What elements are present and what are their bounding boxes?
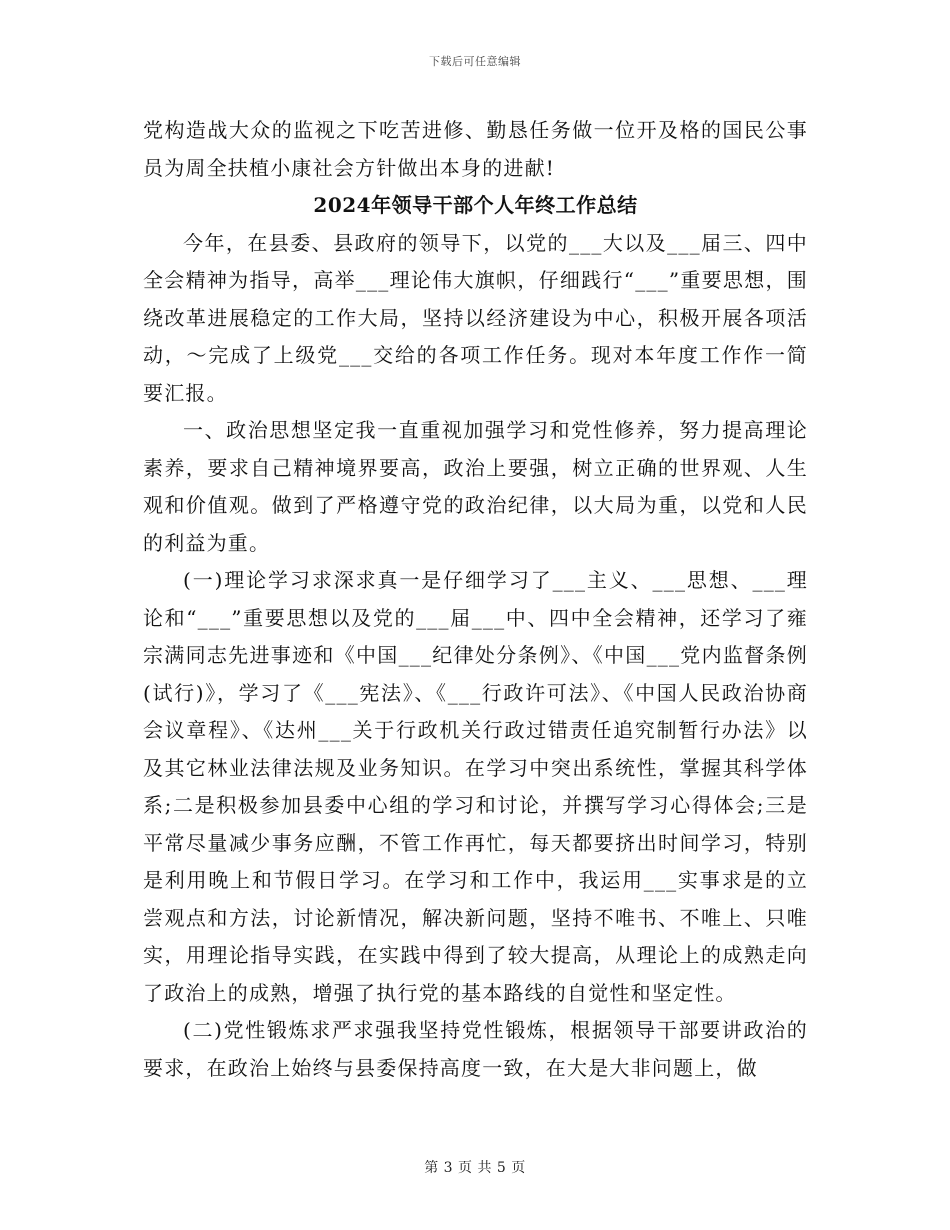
paragraph-intro: 今年，在县委、县政府的领导下，以党的___大以及___届三、四中全会精神为指导，高举___理论伟大旗帜，仔细践行“___”重要思想，围绕改革进展稳定的工作大局，坚持以经济建设为中心，积极开展各项活动，～完成了上级党___交给的各项工作任务。现对本年度工作作一简要汇报。 xyxy=(143,230,808,405)
paragraph-theory-study: (一)理论学习求深求真一是仔细学习了___主义、___思想、___理论和“___”重要思想以及党的___届___中、四中全会精神，还学习了雍宗满同志先进事迹和《中国___纪律处分条例》、《中国___党内监督条例(试行)》，学习了《___宪法》、《___行政许可法》、《中国人民政治协商会议章程》、《达州___关于行政机关行政过错责任追究制暂行办法》以及其它林业法律法规及业务知识。在学习中突出系统性，掌握其科学体系;二是积极参加县委中心组的学习和讨论，并撰写学习心得体会;三是平常尽量减少事务应酬，不管工作再忙，每天都要挤出时间学习，特别是利用晚上和节假日学习。在学习和工作中，我运用___实事求是的立尝观点和方法，讨论新情况，解决新问题，坚持不唯书、不唯上、只唯实，用理论指导实践，在实践中得到了较大提高，从理论上的成熟走向了政治上的成熟，增强了执行党的基本路线的自觉性和坚定性。 xyxy=(143,568,808,1005)
document-body xyxy=(143,112,808,1087)
page-header: 下载后可任意编辑 xyxy=(429,55,521,68)
paragraph-political-thought: 一、政治思想坚定我一直重视加强学习和党性修养，努力提高理论素养，要求自己精神境界要高，政治上要强，树立正确的世界观、人生观和价值观。做到了严格遵守党的政治纪律，以大局为重，以党和人民的利益为重。 xyxy=(143,418,808,555)
document-title: 2024年领导干部个人年终工作总结 xyxy=(313,193,638,217)
page-number: 第 3 页 共 5 页 xyxy=(424,1160,526,1176)
paragraph-party-training: (二)党性锻炼求严求强我坚持党性锻炼，根据领导干部要讲政治的要求，在政治上始终与县委保持高度一致，在大是大非问题上，做 xyxy=(143,1018,808,1080)
continuation-paragraph: 党构造战大众的监视之下吃苦进修、勤恳任务做一位开及格的国民公事员为周全扶植小康社会方针做出本身的进献! xyxy=(143,118,808,180)
